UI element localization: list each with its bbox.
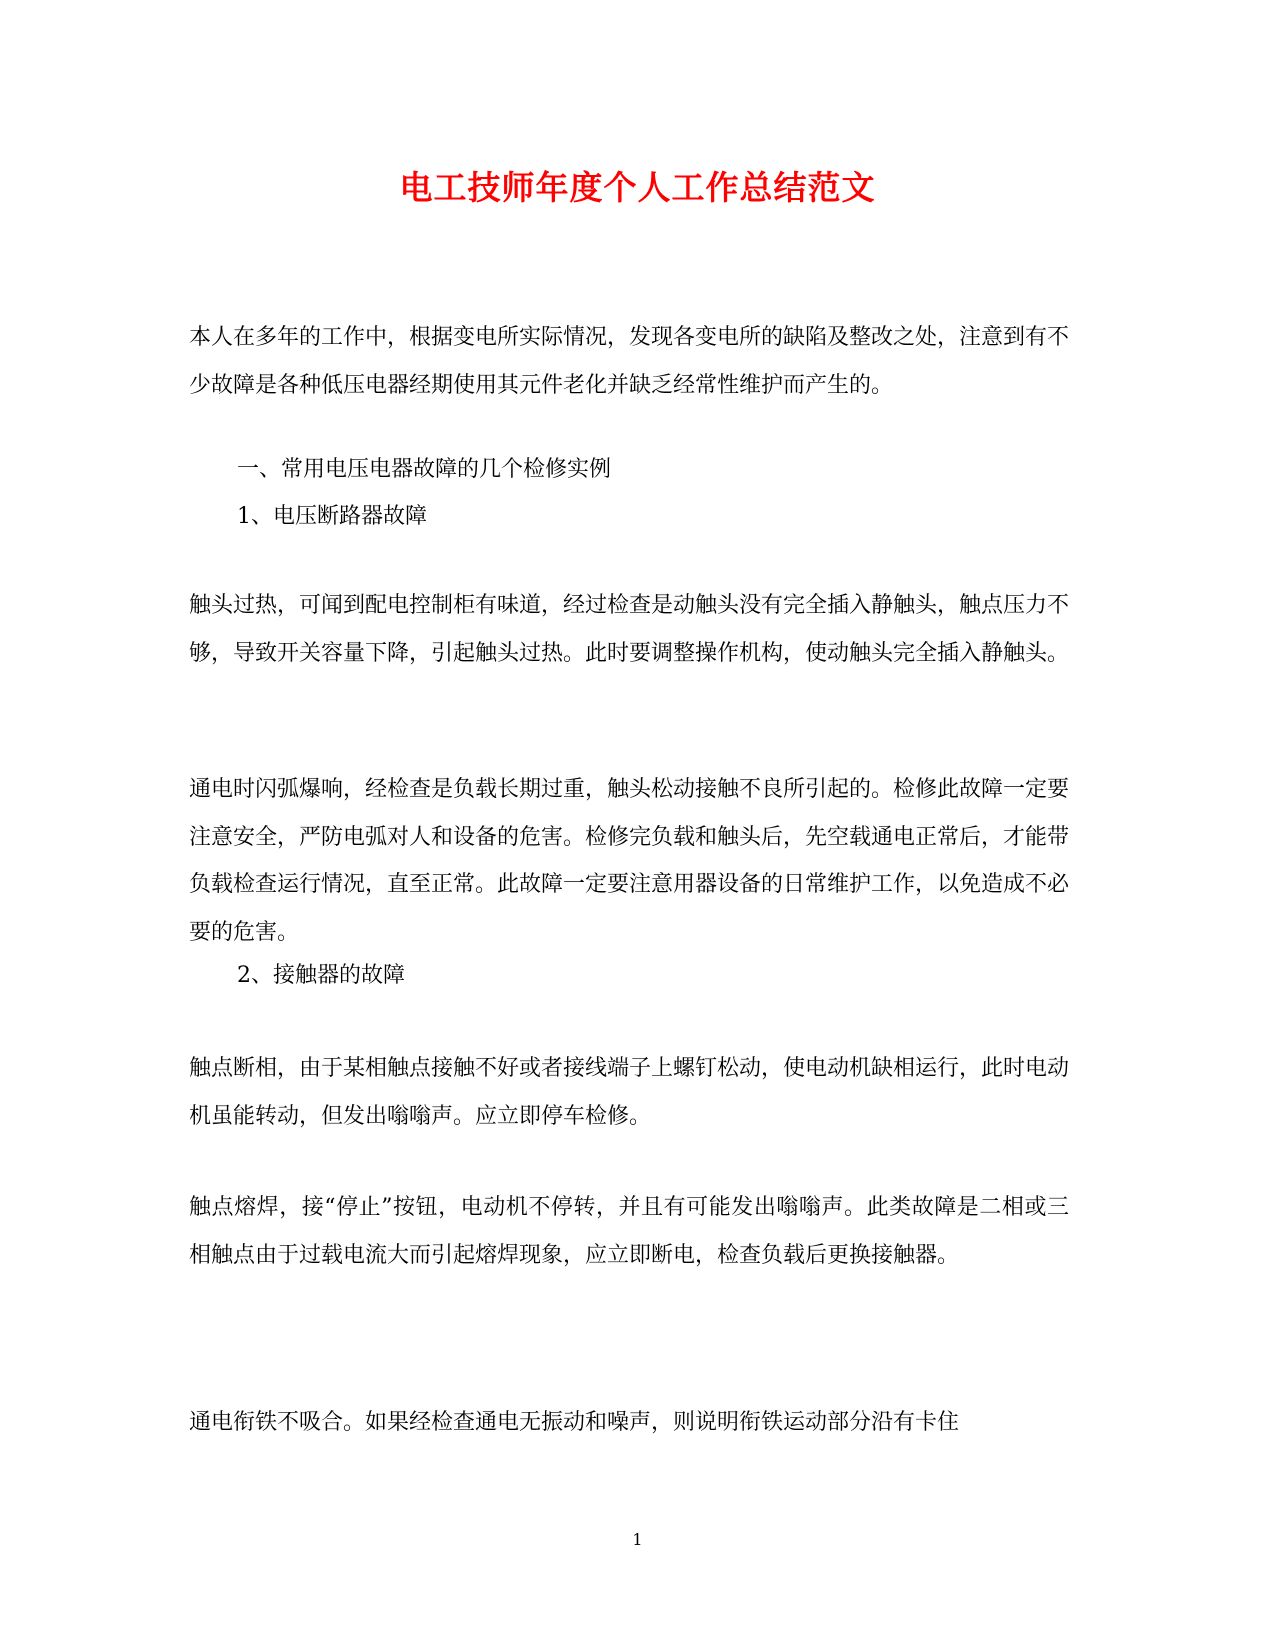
subsection-heading-1: 1、电压断路器故障 (237, 504, 427, 529)
breaker-fault-paragraph-1: 触头过热，可闻到配电控制柜有味道，经过检查是动触头没有完全插入静触头，触点压力不够，导致开关容量下降，引起触头过热。此时要调整操作机构，使动触头完全插入静触头。 (189, 593, 1070, 666)
contactor-fault-paragraph-3: 通电衔铁不吸合。如果经检查通电无振动和噪声，则说明衔铁运动部分沿有卡住 (189, 1410, 960, 1435)
breaker-fault-paragraph-2: 通电时闪弧爆响，经检查是负载长期过重，触头松动接触不良所引起的。检修此故障一定要注意安全，严防电弧对人和设备的危害。检修完负载和触头后，先空载通电正常后，才能带负载检查运行情况，直至正常。此故障一定要注意用器设备的日常维护工作，以免造成不必要的危害。 (189, 777, 1070, 945)
section-heading-1: 一、常用电压电器故障的几个检修实例 (237, 457, 612, 482)
intro-paragraph: 本人在多年的工作中，根据变电所实际情况，发现各变电所的缺陷及整改之处，注意到有不少故障是各种低压电器经期使用其元件老化并缺乏经常性维护而产生的。 (189, 325, 1070, 398)
subsection-heading-2: 2、接触器的故障 (237, 963, 405, 988)
contactor-fault-paragraph-2: 触点熔焊，接“停止”按钮，电动机不停转，并且有可能发出嗡嗡声。此类故障是二相或三相触点由于过载电流大而引起熔焊现象，应立即断电，检查负载后更换接触器。 (189, 1195, 1069, 1268)
document-title: 电工技师年度个人工作总结范文 (399, 168, 876, 207)
contactor-fault-paragraph-1: 触点断相，由于某相触点接触不好或者接线端子上螺钉松动，使电动机缺相运行，此时电动机虽能转动，但发出嗡嗡声。应立即停车检修。 (189, 1056, 1070, 1129)
page-number: 1 (632, 1530, 643, 1549)
